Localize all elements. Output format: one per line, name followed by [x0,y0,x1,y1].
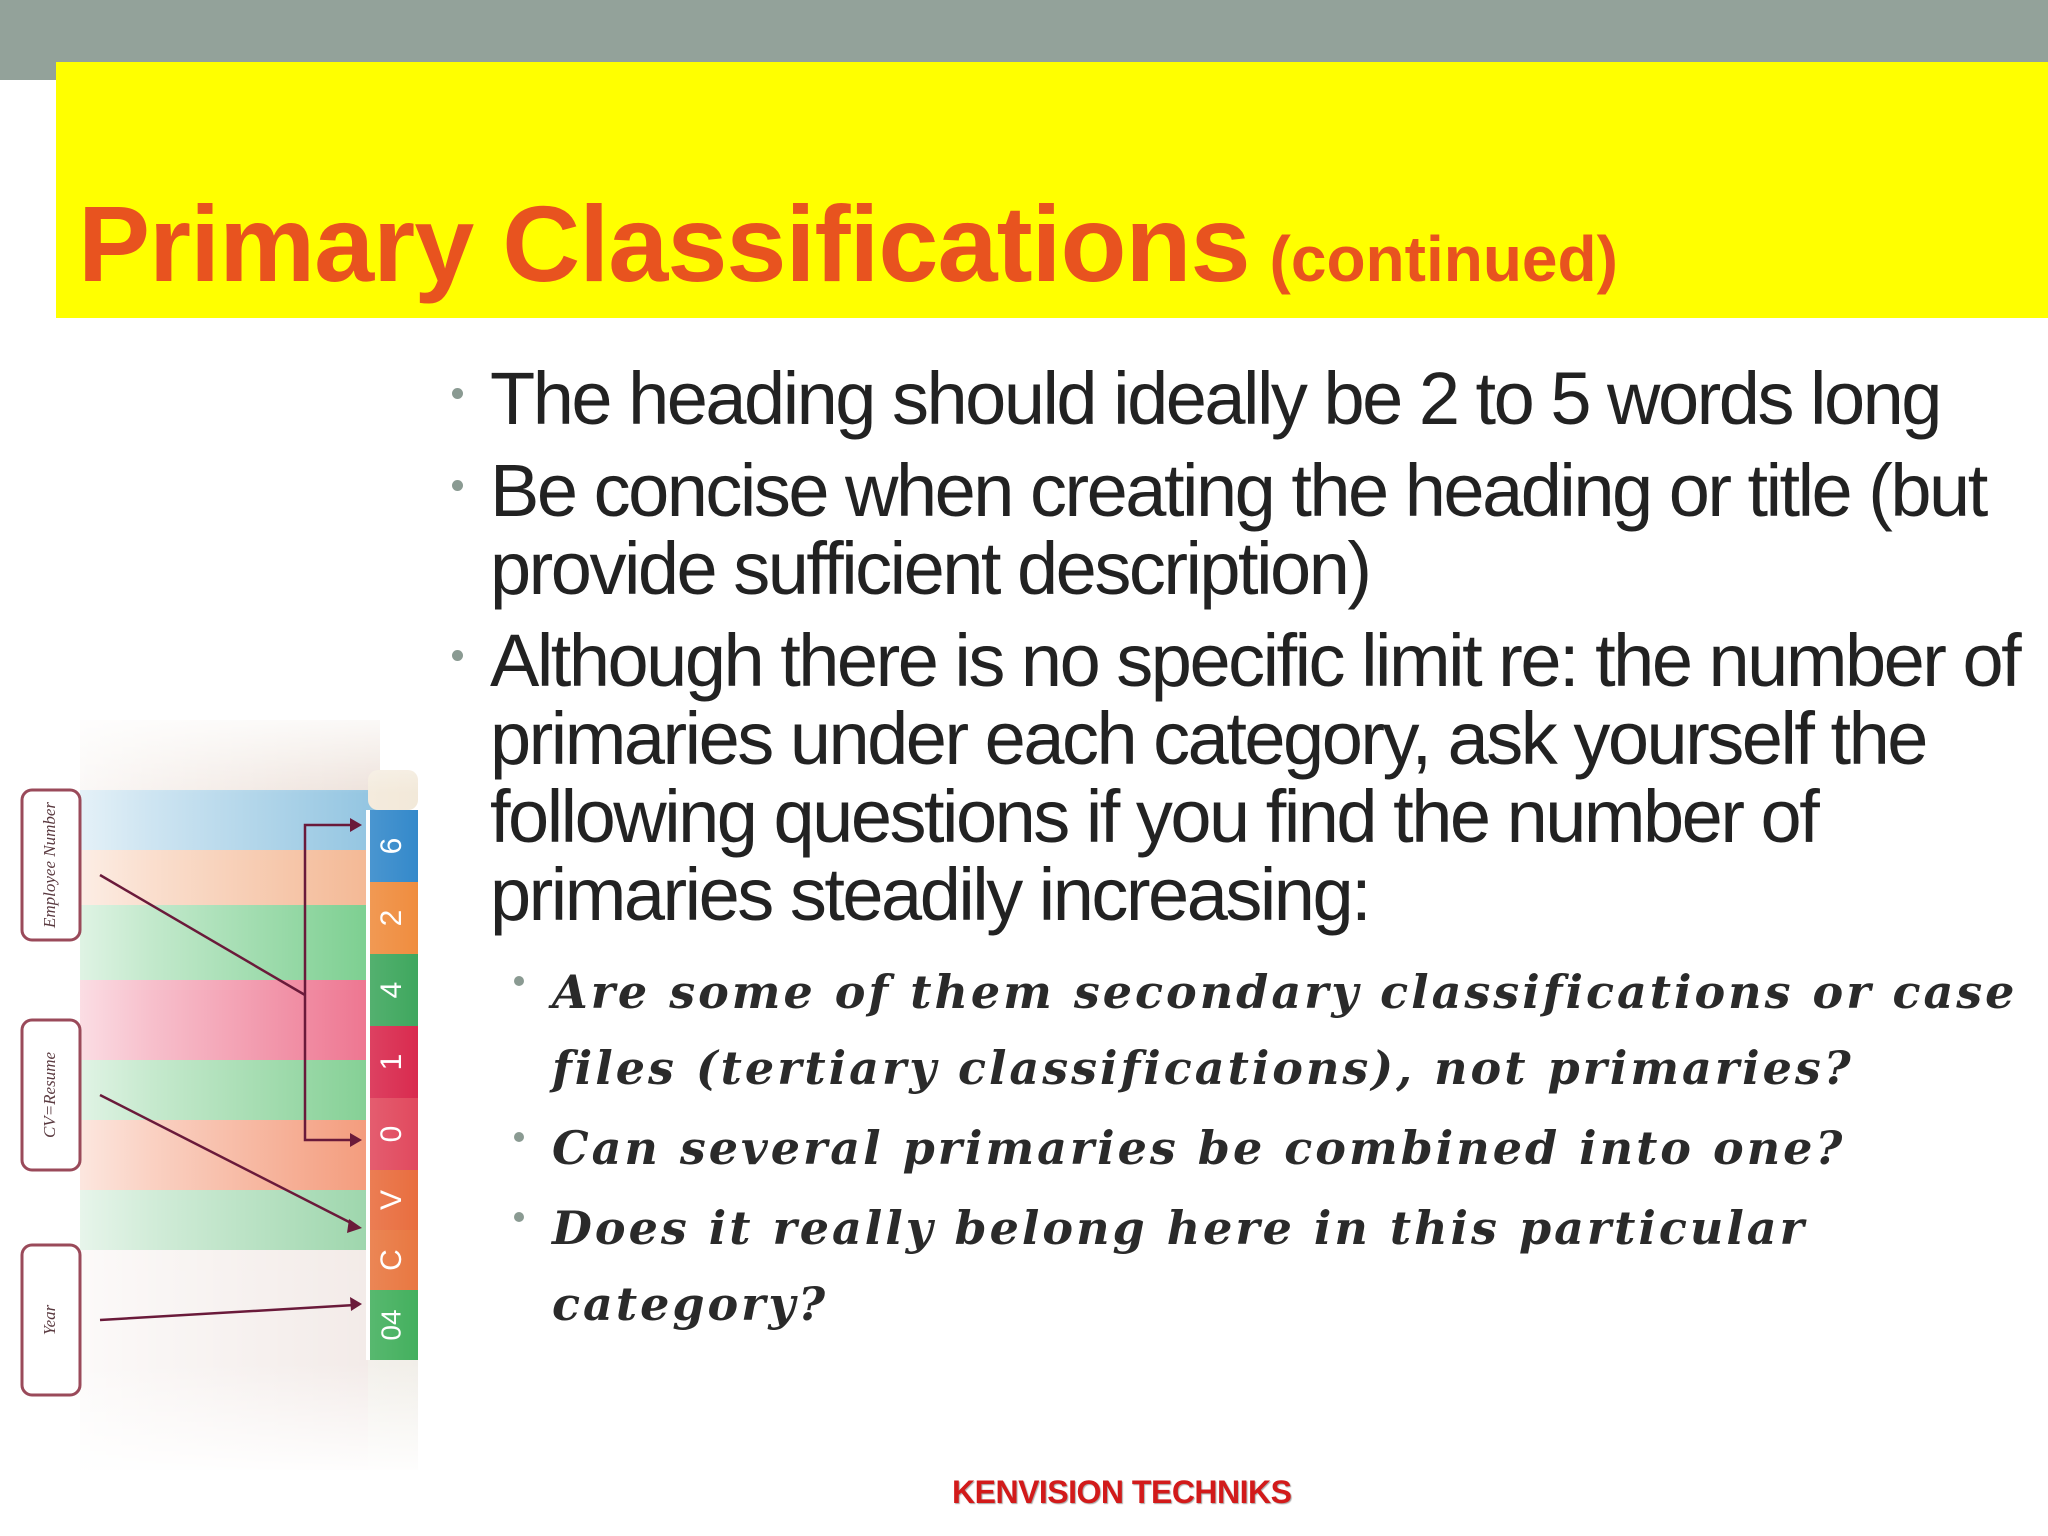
sub-bullet-item: Does it really belong here in this particular category? [510,1190,2038,1342]
bullet-item: Be concise when creating the heading or title (but provide sufficient description) [448,452,2038,608]
label-cv-resume: CV=Resume [39,1051,59,1139]
bullet-list [448,357,2038,936]
title-main: Primary Classifications [78,183,1250,304]
figure-labels [22,790,80,1395]
bullet-item: The heading should ideally be 2 to 5 words long [448,360,2038,438]
file-folder-image [0,700,430,1480]
title-suffix: (continued) [1269,223,1618,295]
sub-bullet-item: Can several primaries be combined into one? [510,1110,2038,1186]
label-year: Year [39,1304,59,1336]
sub-bullet-list [510,954,2038,1342]
footer-brand: KENVISION TECHNIKS [952,1474,1292,1510]
bullet-item: Although there is no specific limit re: the number of primaries under each category, ask yourself the following questions if you find the number of primaries steadily increasing: [448,622,2038,934]
label-employee-number: Employee Number [39,801,59,929]
sub-bullet-item: Are some of them secondary classifications or case files (tertiary classifications), not primaries? [510,954,2038,1106]
slide-title [78,183,1618,304]
slide-content [448,357,2038,1346]
file-folder-illustration [0,700,430,1480]
